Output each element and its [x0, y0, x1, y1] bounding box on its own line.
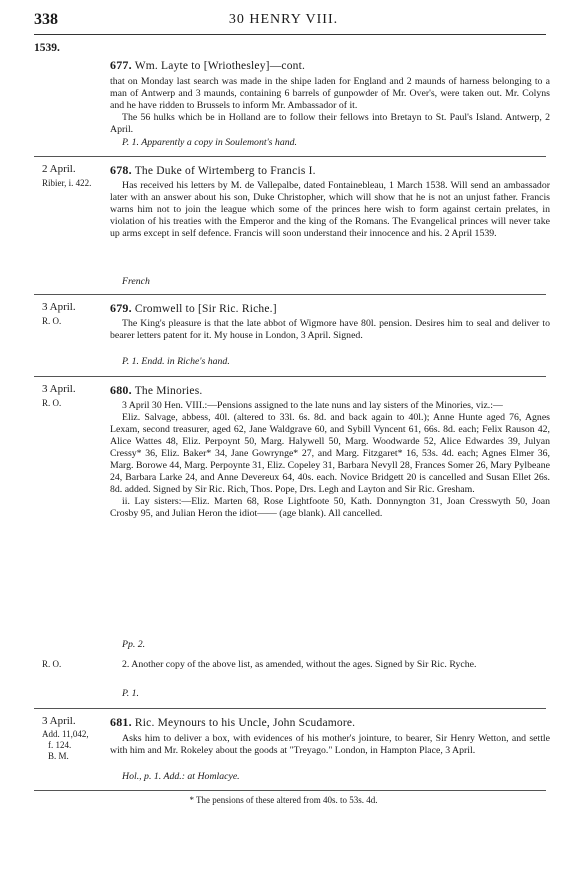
entry-title: 677. Wm. Layte to [Wriothesley]—cont.	[110, 58, 306, 72]
entry-source: R. O.	[42, 316, 62, 326]
footnote: * The pensions of these altered from 40s. to 53s. 4d.	[189, 795, 378, 805]
entry-source: R. O.	[42, 659, 62, 669]
entry-note: Pp. 2.	[122, 639, 146, 650]
entry-body: that on Monday last search was made in the shipe laden for England and 2 maunds of harness belonging to a man of Antwerp and 3 maunds, containing 6 barrels of gunpowder of Mr. Over's, were taken out. Mr. Colyns and he have ridden to Brussels to inform Mr. Ambassador of it. The 56 hulks which be in Holland are to follow their fellows into Bretayn to St. Paul's Island. Antwerp, 2 April.	[110, 76, 550, 135]
entry-date: 2 April.	[42, 163, 76, 175]
entry-date: 3 April.	[42, 383, 76, 395]
entry-note: Hol., p. 1. Add.: at Homlacye.	[122, 771, 240, 782]
entry-body: The King's pleasure is that the late abbot of Wigmore have 80l. pension. Desires him to seal and deliver to bearer letters patent for it. My house in London, 3 April. Signed.	[110, 318, 550, 341]
entry-title: 681. Ric. Meynours to his Uncle, John Scudamore.	[110, 715, 356, 729]
entry-source: B. M.	[48, 751, 69, 761]
entry-source: Ribier, i. 422.	[42, 178, 92, 188]
entry-separator	[34, 376, 546, 377]
entry-title: 679. Cromwell to [Sir Ric. Riche.]	[110, 301, 277, 315]
entry-note: P. 1. Apparently a copy in Soulemont's hand.	[122, 137, 297, 148]
page-number: 338	[34, 11, 58, 28]
entry-body: 2. Another copy of the above list, as amended, without the ages. Signed by Sir Ric. Ryche.	[122, 659, 477, 670]
entry-date: 3 April.	[42, 715, 76, 727]
entry-body: 3 April 30 Hen. VIII.:—Pensions assigned to the late nuns and lay sisters of the Minories, viz.:— Eliz. Salvage, abbess, 40l. (altered to 33l. 6s. 8d. and back again to 40l.); Anne Hunte aged 76, Agnes Lexam, second treasurer, aged 62, Jane Waldgrave 60, and Sybill Vyncent 61, 66s. 8d. each; Felix Rauson 42, Alice Wattes 48, Eliz. Perpoynt 50, Marg. Halywell 50, Marg. Woodwarde 52, Alice Edwardes 39, Julyan Cressy* 36, Eliz. Baker* 34, Jane Gowrynge* 27, and Marg. Fitzgaret* 16, 53s. 4d. each; Agnes Elmer 36, Marg. Borowe 44, Marg. Perpoynte 31, Eliz. Copeley 31, Barbara Nevyll 28, Frances Somer 26, Mary Pylbeane 24, Barbara Larke 24, and Anne Devereux 64, 40s. each. Novice Bridgett 20 is cancelled and Susan Ellet 26s. 8d. added. Signed by Sir Ric. Rich, Thos. Pope, Drs. Legh and Layton and Sir Ric. Gresham. ii. Lay sisters:—Eliz. Marten 68, Rose Lightfoote 50, Kath. Donnyngton 31, Joan Cresswyth 50, Joan Crosby 95, and Julian Heron the idiot—— (age blank). All cancelled.	[110, 400, 550, 519]
entry-note: P. 1.	[122, 688, 139, 699]
entry-body: Has received his letters by M. de Vallepalbe, dated Fontainebleau, 1 March 1538. Will send an ambassador later with an answer about his son, Duke Christopher, which will show that he is not an unjust father. Francis warns him not to join the league which some of the princes here wish to form against certain prelates, in violation of his treaties with the Emperor and the king of the Romans. The Evangelical princes will never take up arms except in self defence. Francis will soon understand their innocence and his. 2 April 1539.	[110, 180, 550, 239]
entry-body: Asks him to deliver a box, with evidences of his mother's jointure, to bearer, Sir Henry Wetton, and settle with him and Mr. Rokeley about the goods at "Treyago." London, in Hampton Place, 3 April.	[110, 733, 550, 756]
entry-date: 3 April.	[42, 301, 76, 313]
entry-title: 678. The Duke of Wirtemberg to Francis I.	[110, 163, 316, 177]
entry-source: R. O.	[42, 398, 62, 408]
entry-separator	[34, 708, 546, 709]
entry-separator	[34, 156, 546, 157]
entry-note: French	[122, 276, 150, 287]
footnote-rule	[34, 790, 546, 791]
entry-separator	[34, 294, 546, 295]
running-head: 30 HENRY VIII.	[228, 12, 339, 27]
entry-note: P. 1. Endd. in Riche's hand.	[122, 356, 230, 367]
entry-source: Add. 11,042,	[42, 729, 89, 739]
header-rule	[34, 34, 546, 35]
entry-source: f. 124.	[48, 740, 72, 750]
entry-title: 680. The Minories.	[110, 383, 203, 397]
year-marker: 1539.	[34, 42, 60, 54]
